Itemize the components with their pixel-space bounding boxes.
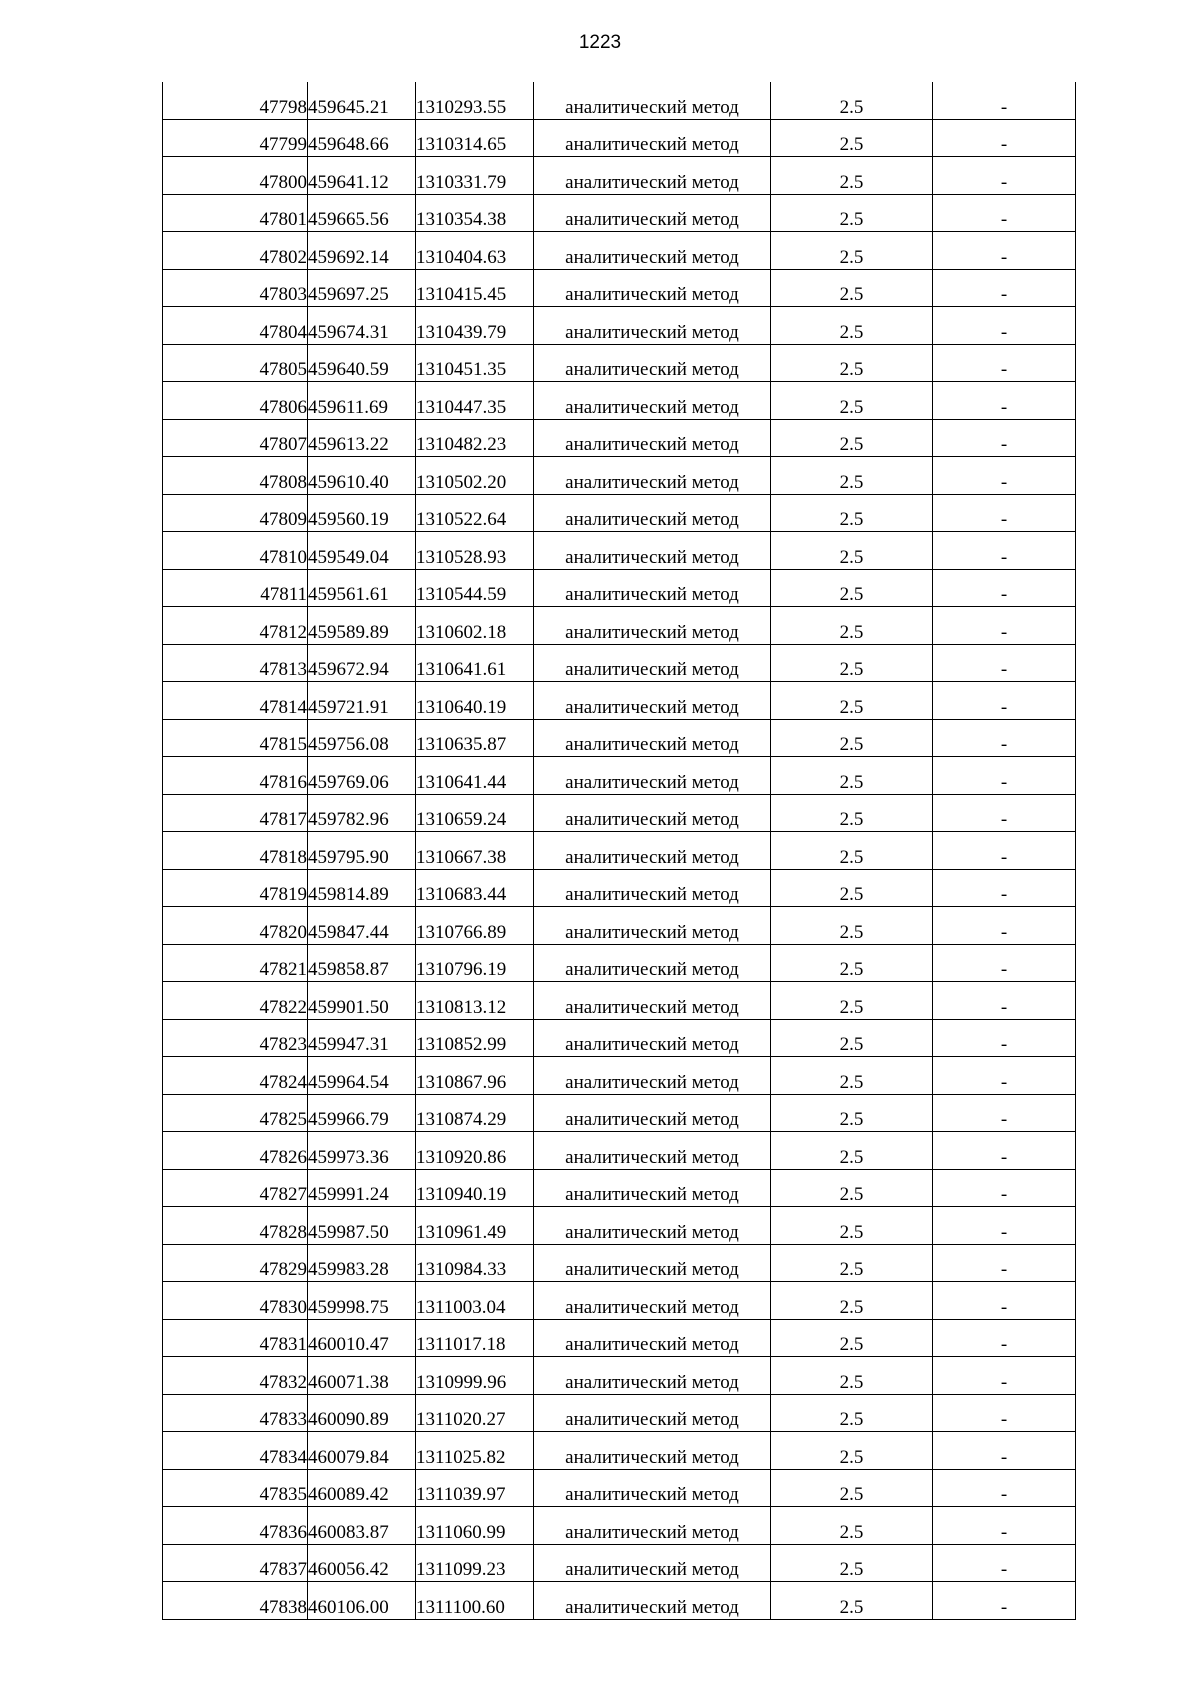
point-number-cell: 47829 [163,1244,308,1282]
y-coordinate-cell: 1310314.65 [416,119,534,157]
y-coordinate-cell: 1310293.55 [416,82,534,119]
x-coordinate-cell: 459613.22 [308,419,416,457]
table-row [163,494,1076,532]
note-cell: - [933,232,1076,270]
point-number-cell: 47821 [163,944,308,982]
accuracy-cell: 2.5 [771,1432,933,1470]
y-coordinate-cell: 1310683.44 [416,869,534,907]
method-cell: аналитический метод [534,907,771,945]
note-cell: - [933,569,1076,607]
accuracy-cell: 2.5 [771,157,933,195]
accuracy-cell: 2.5 [771,119,933,157]
y-coordinate-cell: 1311100.60 [416,1582,534,1620]
y-coordinate-cell: 1311020.27 [416,1394,534,1432]
method-cell: аналитический метод [534,419,771,457]
table-row [163,382,1076,420]
x-coordinate-cell: 459641.12 [308,157,416,195]
table-row [163,794,1076,832]
method-cell: аналитический метод [534,1357,771,1395]
method-cell: аналитический метод [534,607,771,645]
accuracy-cell: 2.5 [771,1469,933,1507]
x-coordinate-cell: 459782.96 [308,794,416,832]
accuracy-cell: 2.5 [771,344,933,382]
accuracy-cell: 2.5 [771,382,933,420]
point-number-cell: 47811 [163,569,308,607]
point-number-cell: 47818 [163,832,308,870]
accuracy-cell: 2.5 [771,869,933,907]
table-row [163,1094,1076,1132]
y-coordinate-cell: 1311025.82 [416,1432,534,1470]
method-cell: аналитический метод [534,1207,771,1245]
point-number-cell: 47827 [163,1169,308,1207]
method-cell: аналитический метод [534,1169,771,1207]
accuracy-cell: 2.5 [771,194,933,232]
note-cell: - [933,1132,1076,1170]
method-cell: аналитический метод [534,1132,771,1170]
table-row [163,1582,1076,1620]
point-number-cell: 47803 [163,269,308,307]
note-cell: - [933,1282,1076,1320]
point-number-cell: 47825 [163,1094,308,1132]
note-cell: - [933,157,1076,195]
point-number-cell: 47814 [163,682,308,720]
y-coordinate-cell: 1310852.99 [416,1019,534,1057]
x-coordinate-cell: 459901.50 [308,982,416,1020]
note-cell: - [933,944,1076,982]
y-coordinate-cell: 1310984.33 [416,1244,534,1282]
table-row [163,1169,1076,1207]
note-cell: - [933,382,1076,420]
note-cell: - [933,644,1076,682]
y-coordinate-cell: 1310451.35 [416,344,534,382]
table-row [163,1057,1076,1095]
point-number-cell: 47801 [163,194,308,232]
point-number-cell: 47800 [163,157,308,195]
note-cell: - [933,82,1076,119]
point-number-cell: 47804 [163,307,308,345]
accuracy-cell: 2.5 [771,1019,933,1057]
table-row [163,82,1076,119]
method-cell: аналитический метод [534,344,771,382]
table-row [163,157,1076,195]
y-coordinate-cell: 1310502.20 [416,457,534,495]
y-coordinate-cell: 1310404.63 [416,232,534,270]
accuracy-cell: 2.5 [771,794,933,832]
point-number-cell: 47806 [163,382,308,420]
point-number-cell: 47824 [163,1057,308,1095]
accuracy-cell: 2.5 [771,82,933,119]
x-coordinate-cell: 459589.89 [308,607,416,645]
note-cell: - [933,832,1076,870]
point-number-cell: 47819 [163,869,308,907]
x-coordinate-cell: 459697.25 [308,269,416,307]
note-cell: - [933,719,1076,757]
y-coordinate-cell: 1310766.89 [416,907,534,945]
accuracy-cell: 2.5 [771,269,933,307]
x-coordinate-cell: 459847.44 [308,907,416,945]
table-row [163,907,1076,945]
x-coordinate-cell: 460079.84 [308,1432,416,1470]
accuracy-cell: 2.5 [771,832,933,870]
method-cell: аналитический метод [534,1244,771,1282]
table-row [163,344,1076,382]
x-coordinate-cell: 459795.90 [308,832,416,870]
y-coordinate-cell: 1310920.86 [416,1132,534,1170]
table-row [163,1244,1076,1282]
table-row [163,1394,1076,1432]
method-cell: аналитический метод [534,194,771,232]
table-row [163,419,1076,457]
note-cell: - [933,1244,1076,1282]
note-cell: - [933,1394,1076,1432]
x-coordinate-cell: 460056.42 [308,1544,416,1582]
y-coordinate-cell: 1310331.79 [416,157,534,195]
method-cell: аналитический метод [534,1469,771,1507]
accuracy-cell: 2.5 [771,1319,933,1357]
accuracy-cell: 2.5 [771,1244,933,1282]
x-coordinate-cell: 459814.89 [308,869,416,907]
table-row [163,644,1076,682]
accuracy-cell: 2.5 [771,1282,933,1320]
coordinates-table [162,82,1076,1620]
table-row [163,1357,1076,1395]
point-number-cell: 47817 [163,794,308,832]
x-coordinate-cell: 459991.24 [308,1169,416,1207]
note-cell: - [933,1094,1076,1132]
method-cell: аналитический метод [534,1019,771,1057]
method-cell: аналитический метод [534,119,771,157]
accuracy-cell: 2.5 [771,1394,933,1432]
accuracy-cell: 2.5 [771,1544,933,1582]
x-coordinate-cell: 460071.38 [308,1357,416,1395]
y-coordinate-cell: 1311003.04 [416,1282,534,1320]
note-cell: - [933,344,1076,382]
y-coordinate-cell: 1310602.18 [416,607,534,645]
point-number-cell: 47820 [163,907,308,945]
point-number-cell: 47813 [163,644,308,682]
accuracy-cell: 2.5 [771,307,933,345]
x-coordinate-cell: 459756.08 [308,719,416,757]
accuracy-cell: 2.5 [771,1207,933,1245]
y-coordinate-cell: 1311017.18 [416,1319,534,1357]
x-coordinate-cell: 459964.54 [308,1057,416,1095]
point-number-cell: 47822 [163,982,308,1020]
y-coordinate-cell: 1310641.44 [416,757,534,795]
table-row [163,982,1076,1020]
note-cell: - [933,794,1076,832]
method-cell: аналитический метод [534,494,771,532]
y-coordinate-cell: 1310354.38 [416,194,534,232]
method-cell: аналитический метод [534,269,771,307]
y-coordinate-cell: 1311099.23 [416,1544,534,1582]
y-coordinate-cell: 1310659.24 [416,794,534,832]
method-cell: аналитический метод [534,569,771,607]
y-coordinate-cell: 1310544.59 [416,569,534,607]
point-number-cell: 47834 [163,1432,308,1470]
x-coordinate-cell: 459947.31 [308,1019,416,1057]
note-cell: - [933,682,1076,720]
method-cell: аналитический метод [534,832,771,870]
accuracy-cell: 2.5 [771,1357,933,1395]
accuracy-cell: 2.5 [771,1582,933,1620]
method-cell: аналитический метод [534,869,771,907]
point-number-cell: 47807 [163,419,308,457]
note-cell: - [933,869,1076,907]
note-cell: - [933,119,1076,157]
point-number-cell: 47815 [163,719,308,757]
table-row [163,757,1076,795]
accuracy-cell: 2.5 [771,457,933,495]
y-coordinate-cell: 1310482.23 [416,419,534,457]
point-number-cell: 47833 [163,1394,308,1432]
x-coordinate-cell: 459648.66 [308,119,416,157]
method-cell: аналитический метод [534,982,771,1020]
x-coordinate-cell: 459665.56 [308,194,416,232]
accuracy-cell: 2.5 [771,494,933,532]
accuracy-cell: 2.5 [771,569,933,607]
method-cell: аналитический метод [534,1094,771,1132]
y-coordinate-cell: 1310867.96 [416,1057,534,1095]
x-coordinate-cell: 459674.31 [308,307,416,345]
accuracy-cell: 2.5 [771,682,933,720]
accuracy-cell: 2.5 [771,1507,933,1545]
method-cell: аналитический метод [534,382,771,420]
method-cell: аналитический метод [534,457,771,495]
method-cell: аналитический метод [534,1544,771,1582]
x-coordinate-cell: 459973.36 [308,1132,416,1170]
point-number-cell: 47812 [163,607,308,645]
y-coordinate-cell: 1310999.96 [416,1357,534,1395]
note-cell: - [933,1319,1076,1357]
table-row [163,1432,1076,1470]
x-coordinate-cell: 459640.59 [308,344,416,382]
point-number-cell: 47826 [163,1132,308,1170]
y-coordinate-cell: 1310813.12 [416,982,534,1020]
method-cell: аналитический метод [534,82,771,119]
table-row [163,569,1076,607]
table-row [163,1319,1076,1357]
method-cell: аналитический метод [534,719,771,757]
y-coordinate-cell: 1310522.64 [416,494,534,532]
note-cell: - [933,607,1076,645]
method-cell: аналитический метод [534,532,771,570]
x-coordinate-cell: 460083.87 [308,1507,416,1545]
accuracy-cell: 2.5 [771,944,933,982]
method-cell: аналитический метод [534,682,771,720]
note-cell: - [933,757,1076,795]
coordinates-table-body [163,82,1076,1619]
table-row [163,1282,1076,1320]
accuracy-cell: 2.5 [771,719,933,757]
method-cell: аналитический метод [534,1394,771,1432]
y-coordinate-cell: 1310940.19 [416,1169,534,1207]
table-row [163,194,1076,232]
x-coordinate-cell: 460089.42 [308,1469,416,1507]
note-cell: - [933,1057,1076,1095]
point-number-cell: 47832 [163,1357,308,1395]
point-number-cell: 47808 [163,457,308,495]
note-cell: - [933,494,1076,532]
note-cell: - [933,532,1076,570]
x-coordinate-cell: 459672.94 [308,644,416,682]
point-number-cell: 47810 [163,532,308,570]
accuracy-cell: 2.5 [771,907,933,945]
table-row [163,682,1076,720]
method-cell: аналитический метод [534,307,771,345]
table-row [163,1207,1076,1245]
point-number-cell: 47805 [163,344,308,382]
x-coordinate-cell: 460090.89 [308,1394,416,1432]
y-coordinate-cell: 1310667.38 [416,832,534,870]
note-cell: - [933,982,1076,1020]
point-number-cell: 47830 [163,1282,308,1320]
y-coordinate-cell: 1310640.19 [416,682,534,720]
y-coordinate-cell: 1310635.87 [416,719,534,757]
x-coordinate-cell: 459560.19 [308,494,416,532]
y-coordinate-cell: 1310439.79 [416,307,534,345]
accuracy-cell: 2.5 [771,644,933,682]
table-row [163,869,1076,907]
y-coordinate-cell: 1310528.93 [416,532,534,570]
y-coordinate-cell: 1310641.61 [416,644,534,682]
accuracy-cell: 2.5 [771,1094,933,1132]
table-row [163,1019,1076,1057]
accuracy-cell: 2.5 [771,1057,933,1095]
x-coordinate-cell: 459983.28 [308,1244,416,1282]
point-number-cell: 47809 [163,494,308,532]
note-cell: - [933,1207,1076,1245]
method-cell: аналитический метод [534,944,771,982]
y-coordinate-cell: 1310796.19 [416,944,534,982]
point-number-cell: 47831 [163,1319,308,1357]
table-row [163,1544,1076,1582]
table-row [163,232,1076,270]
note-cell: - [933,1019,1076,1057]
x-coordinate-cell: 459769.06 [308,757,416,795]
note-cell: - [933,419,1076,457]
table-row [163,307,1076,345]
table-row [163,1469,1076,1507]
x-coordinate-cell: 459561.61 [308,569,416,607]
y-coordinate-cell: 1310961.49 [416,1207,534,1245]
table-row [163,832,1076,870]
table-row [163,269,1076,307]
point-number-cell: 47816 [163,757,308,795]
x-coordinate-cell: 459987.50 [308,1207,416,1245]
y-coordinate-cell: 1310874.29 [416,1094,534,1132]
note-cell: - [933,307,1076,345]
y-coordinate-cell: 1310447.35 [416,382,534,420]
y-coordinate-cell: 1311039.97 [416,1469,534,1507]
point-number-cell: 47837 [163,1544,308,1582]
note-cell: - [933,1582,1076,1620]
note-cell: - [933,269,1076,307]
point-number-cell: 47823 [163,1019,308,1057]
note-cell: - [933,1432,1076,1470]
table-row [163,532,1076,570]
table-row [163,119,1076,157]
method-cell: аналитический метод [534,1282,771,1320]
method-cell: аналитический метод [534,757,771,795]
accuracy-cell: 2.5 [771,419,933,457]
note-cell: - [933,1169,1076,1207]
accuracy-cell: 2.5 [771,982,933,1020]
method-cell: аналитический метод [534,1582,771,1620]
accuracy-cell: 2.5 [771,1132,933,1170]
x-coordinate-cell: 459610.40 [308,457,416,495]
accuracy-cell: 2.5 [771,1169,933,1207]
table-row [163,607,1076,645]
point-number-cell: 47836 [163,1507,308,1545]
note-cell: - [933,194,1076,232]
method-cell: аналитический метод [534,1507,771,1545]
x-coordinate-cell: 460010.47 [308,1319,416,1357]
x-coordinate-cell: 459858.87 [308,944,416,982]
table-row [163,457,1076,495]
method-cell: аналитический метод [534,232,771,270]
x-coordinate-cell: 459549.04 [308,532,416,570]
accuracy-cell: 2.5 [771,532,933,570]
x-coordinate-cell: 459721.91 [308,682,416,720]
point-number-cell: 47802 [163,232,308,270]
point-number-cell: 47835 [163,1469,308,1507]
note-cell: - [933,907,1076,945]
note-cell: - [933,1507,1076,1545]
x-coordinate-cell: 459998.75 [308,1282,416,1320]
method-cell: аналитический метод [534,794,771,832]
point-number-cell: 47838 [163,1582,308,1620]
table-row [163,1132,1076,1170]
x-coordinate-cell: 459645.21 [308,82,416,119]
method-cell: аналитический метод [534,157,771,195]
method-cell: аналитический метод [534,1319,771,1357]
table-row [163,719,1076,757]
note-cell: - [933,1544,1076,1582]
table-row [163,944,1076,982]
x-coordinate-cell: 460106.00 [308,1582,416,1620]
method-cell: аналитический метод [534,644,771,682]
point-number-cell: 47798 [163,82,308,119]
point-number-cell: 47828 [163,1207,308,1245]
accuracy-cell: 2.5 [771,607,933,645]
x-coordinate-cell: 459611.69 [308,382,416,420]
y-coordinate-cell: 1310415.45 [416,269,534,307]
table-row [163,1507,1076,1545]
note-cell: - [933,1357,1076,1395]
method-cell: аналитический метод [534,1057,771,1095]
note-cell: - [933,457,1076,495]
note-cell: - [933,1469,1076,1507]
y-coordinate-cell: 1311060.99 [416,1507,534,1545]
method-cell: аналитический метод [534,1432,771,1470]
accuracy-cell: 2.5 [771,232,933,270]
point-number-cell: 47799 [163,119,308,157]
x-coordinate-cell: 459692.14 [308,232,416,270]
page-number: 1223 [578,32,622,53]
accuracy-cell: 2.5 [771,757,933,795]
x-coordinate-cell: 459966.79 [308,1094,416,1132]
